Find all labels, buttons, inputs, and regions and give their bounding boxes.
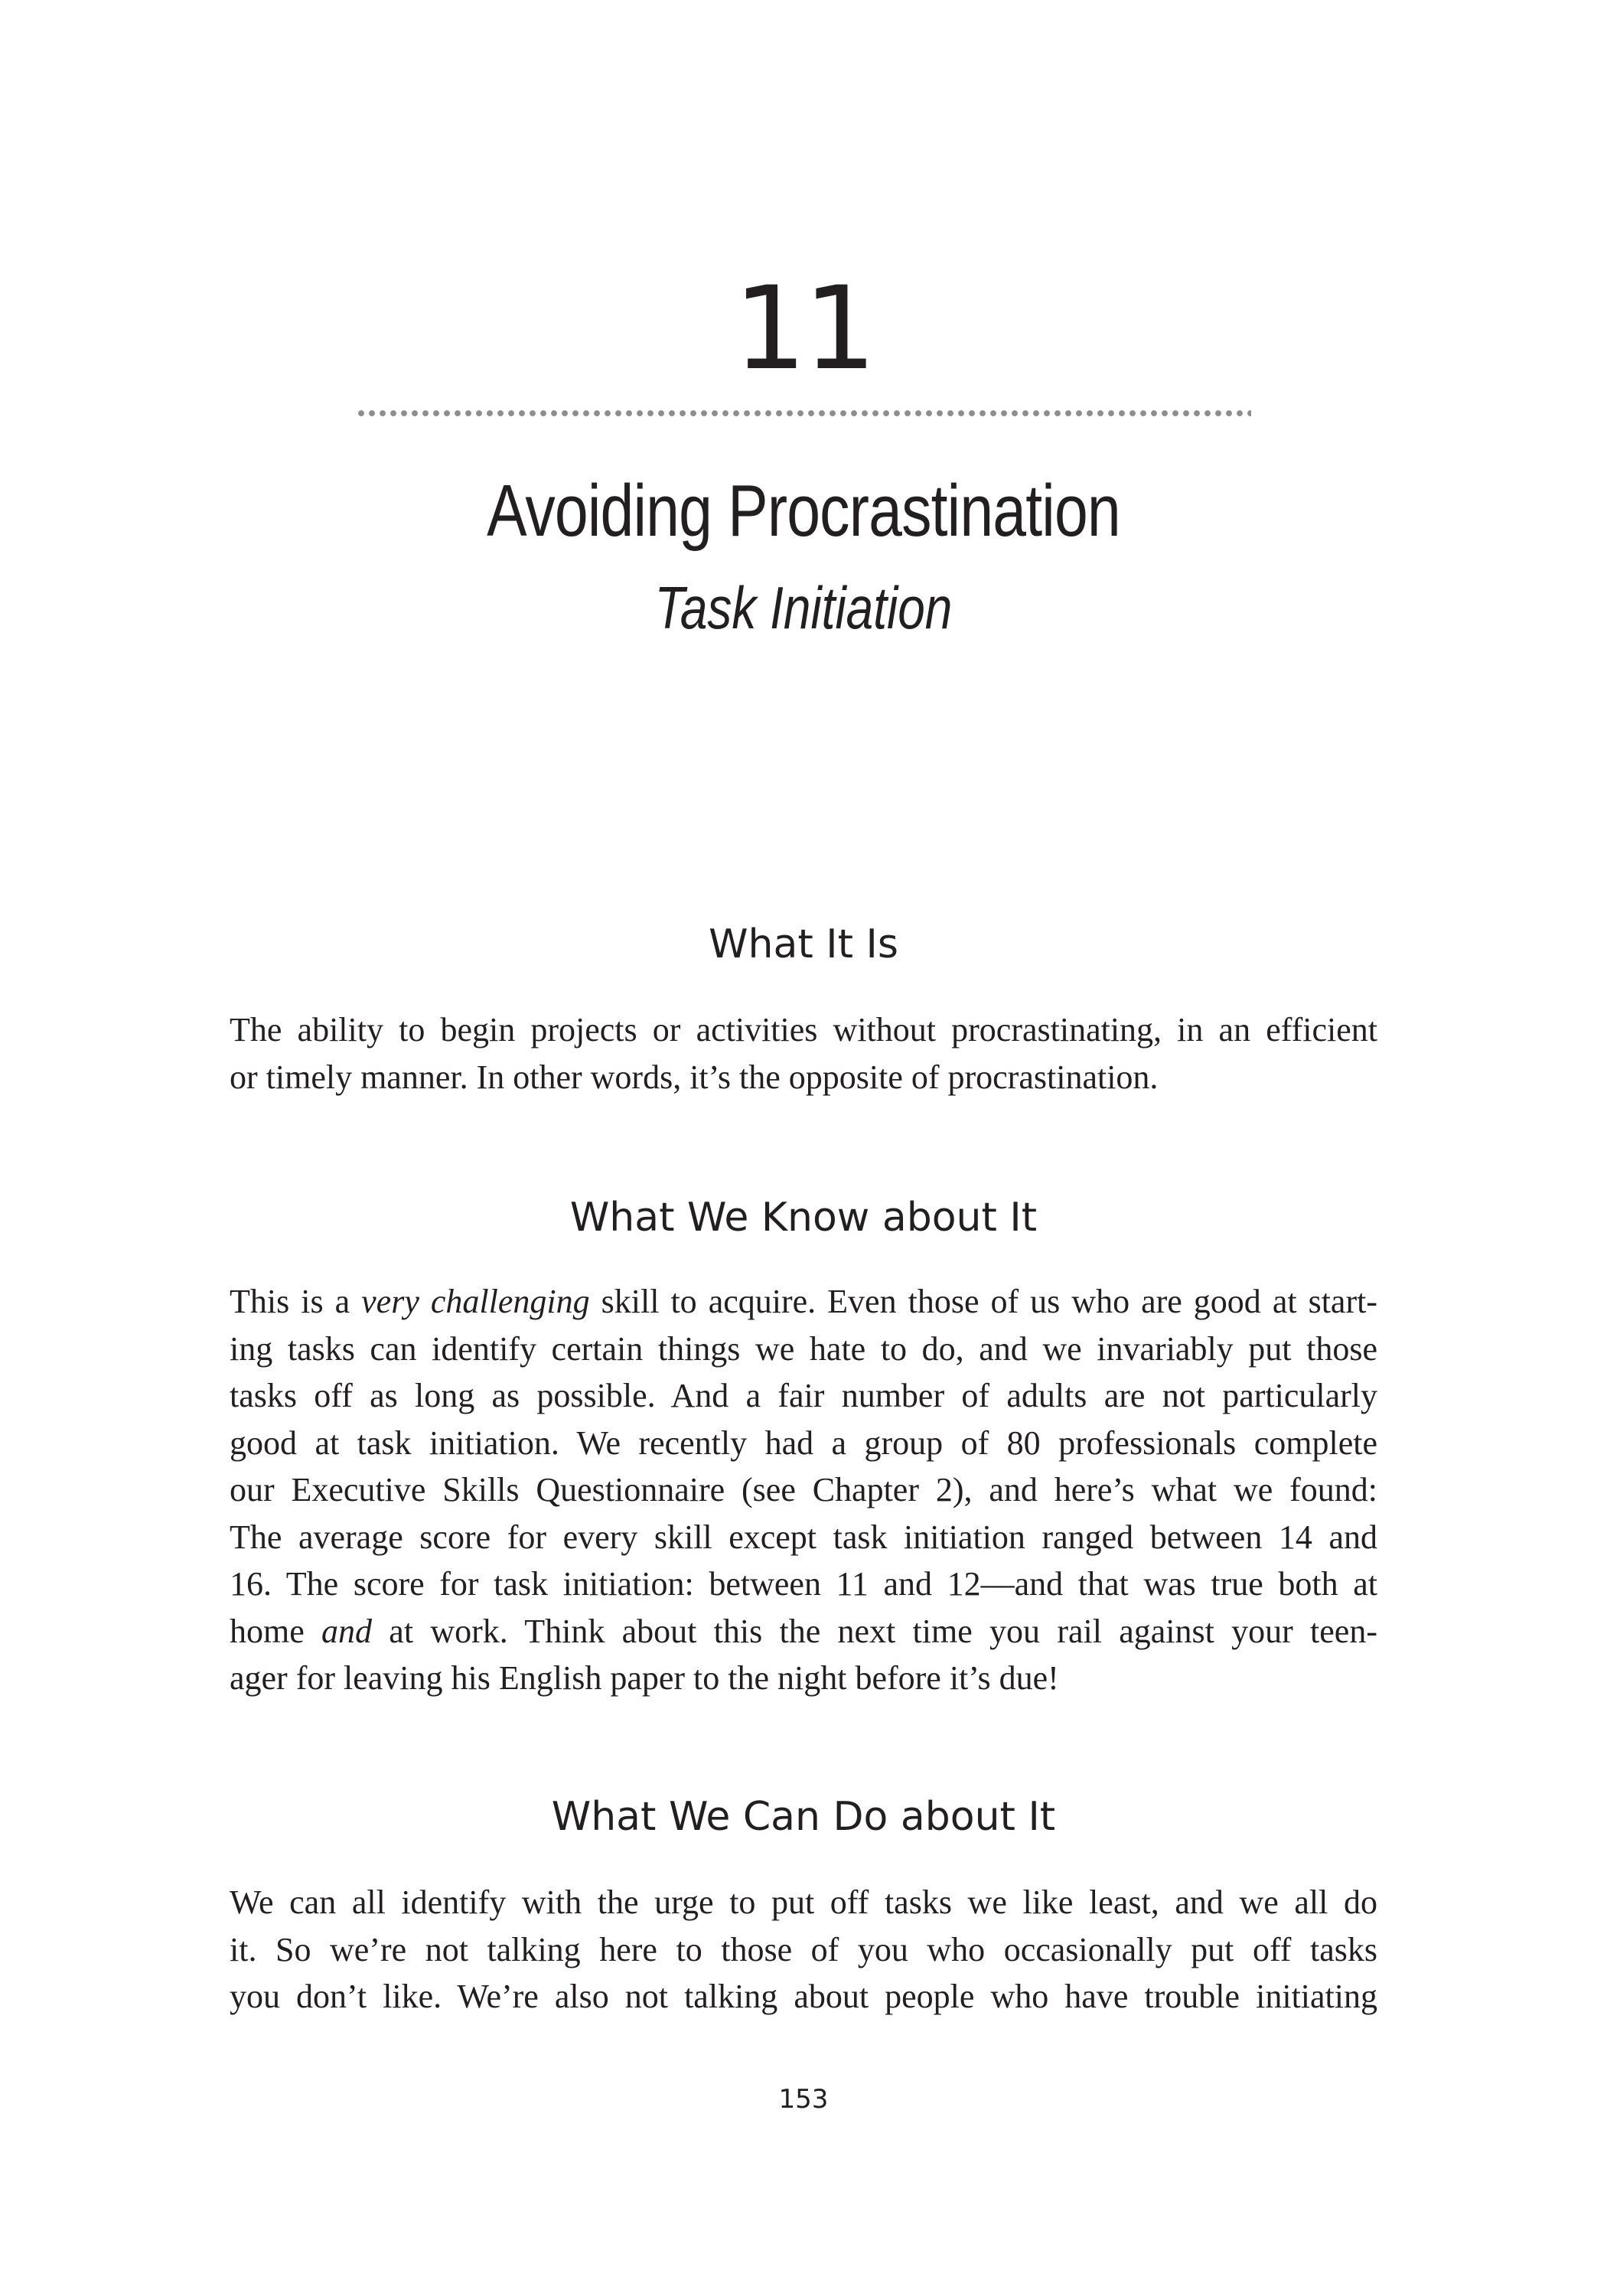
- chapter-number: 11: [733, 263, 874, 396]
- section-body-what-it-is: [230, 1006, 1377, 1101]
- body-line: our Executive Skills Questionnaire (see Chapter 2), and here’s what we found:: [230, 1471, 1377, 1508]
- section-heading-what-it-is: What It Is: [709, 921, 898, 967]
- section-heading-what-we-can-do: What We Can Do about It: [551, 1794, 1056, 1840]
- chapter-title: Avoiding Procrastination: [487, 470, 1120, 552]
- body-line: it. So we’re not talking here to those of you who occasionally put off tasks: [230, 1930, 1377, 1968]
- page-number: 153: [778, 2084, 829, 2115]
- body-line: ager for leaving his English paper to the night before it’s due!: [230, 1659, 1059, 1697]
- body-line: you don’t like. We’re also not talking about people who have trouble initiating: [230, 1978, 1377, 2015]
- body-line: good at task initiation. We recently had a group of 80 professionals complete: [230, 1424, 1377, 1462]
- section-body-what-we-know: [230, 1278, 1377, 1702]
- body-line: tasks off as long as possible. And a fair number of adults are not particularly: [230, 1377, 1377, 1414]
- body-line: 16. The score for task initiation: between 11 and 12—and that was true both at: [230, 1565, 1377, 1603]
- emphasis-text: and: [321, 1612, 373, 1650]
- body-line: ing tasks can identify certain things we hate to do, and we invariably put those: [230, 1329, 1377, 1368]
- dotted-divider: [356, 409, 1251, 417]
- section-body-what-we-can-do: [230, 1879, 1377, 2020]
- body-line: We can all identify with the urge to put off tasks we like least, and we all do: [230, 1883, 1377, 1921]
- chapter-subtitle: Task Initiation: [654, 574, 953, 641]
- body-line: home and at work. Think about this the next time you rail against your teen-: [230, 1612, 1377, 1650]
- emphasis-text: very challenging: [361, 1283, 590, 1320]
- body-line: The ability to begin projects or activities without procrastinating, in an efficient: [230, 1011, 1377, 1049]
- body-line: or timely manner. In other words, it’s the opposite of procrastination.: [230, 1058, 1159, 1096]
- body-line: The average score for every skill except task initiation ranged between 14 and: [230, 1518, 1377, 1556]
- section-heading-what-we-know: What We Know about It: [569, 1195, 1038, 1241]
- body-line: This is a very challenging skill to acquire. Even those of us who are good at start-: [230, 1283, 1377, 1320]
